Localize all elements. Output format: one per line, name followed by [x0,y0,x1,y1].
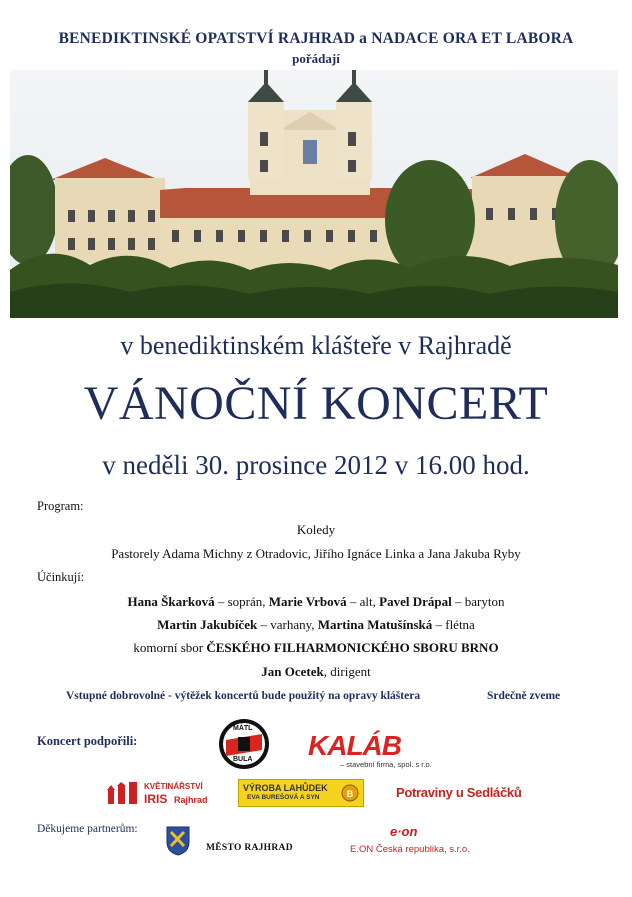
kalab-subtitle: – stavební firma, spol. s r.o. [340,760,432,769]
conductor-name: Jan Ocetek [261,664,324,679]
mesto-rajhrad-name: MĚSTO RAJHRAD [206,843,293,853]
performer-role: – flétna [432,617,475,632]
performer-name: Marie Vrbová [268,594,347,609]
iris-town: Rajhrad [174,795,208,805]
invitation-text: Srdečně zveme [487,690,561,702]
vyroba-title: VÝROBA LAHŮDEK [243,783,328,793]
performer-role: – alt, [346,594,380,609]
mati-bula-top-text: MÁTL [233,725,253,732]
performer-name: Hana Škarková [127,594,215,609]
choir-prefix: komorní sbor [133,640,207,655]
conductor-line [0,664,632,680]
program-item-pastorely: Pastorely Adama Michny z Otradovic, Jiřího Ignáce Linka a Jana Jakuba Ryby [111,546,521,561]
sponsors-label: Koncert podpořili: [37,734,138,748]
partners-label: Děkujeme partnerům: [37,823,138,835]
organizers-verb: pořádají [292,51,340,66]
performers-label: Účinkují: [37,570,85,584]
svg-text:B: B [346,789,354,799]
program-label: Program: [37,499,84,513]
monastery-photo [10,70,618,318]
performer-name: Martina Matušínská [317,617,433,632]
rajhrad-coat-of-arms-icon [166,826,190,861]
program-item-koledy: Koledy [296,522,336,537]
eon-company-name: E.ON Česká republika, s.r.o. [350,844,470,855]
entry-note: Vstupné dobrovolné - výtěžek koncertů bude použitý na opravy kláštera [66,690,421,702]
conductor-role: , dirigent [323,664,371,679]
performer-role: – baryton [451,594,505,609]
vyroba-lahudek-logo [238,779,364,807]
eon-logo: e·on [390,824,418,839]
performer-name: Martin Jakubíček [157,617,258,632]
venue-line: v benediktinském klášteře v Rajhradě [120,331,512,360]
iris-shop-type: KVĚTINÁŘSTVÍ [144,782,203,791]
choir-line [0,640,632,656]
performer-role: – soprán, [214,594,269,609]
date-time-line: v neděli 30. prosince 2012 v 16.00 hod. [102,450,530,480]
vyroba-emblem-icon [341,784,359,802]
iris-emblem-icon [106,782,142,809]
performer-name: Pavel Drápal [379,594,452,609]
kalab-logo: KALÁB [308,730,401,761]
organizers-heading: BENEDIKTINSKÉ OPATSTVÍ RAJHRAD a NADACE ORA ET LABORA [58,30,574,47]
performer-role: – varhany, [257,617,318,632]
vyroba-subtitle: EVA BUREŠOVÁ A SYN [247,794,320,801]
performers-line-instrumental [0,617,632,633]
iris-name: IRIS [144,792,168,806]
mati-bula-logo [218,718,270,770]
mati-bula-bottom-text: BULA [233,756,253,763]
concert-title: VÁNOČNÍ KONCERT [83,377,549,430]
performers-line-vocal [0,594,632,610]
monastery-image [10,70,618,318]
iris-name-line [144,792,208,806]
choir-name: ČESKÉHO FILHARMONICKÉHO SBORU BRNO [206,640,499,655]
potraviny-logo: Potraviny u Sedláčků [396,785,522,800]
